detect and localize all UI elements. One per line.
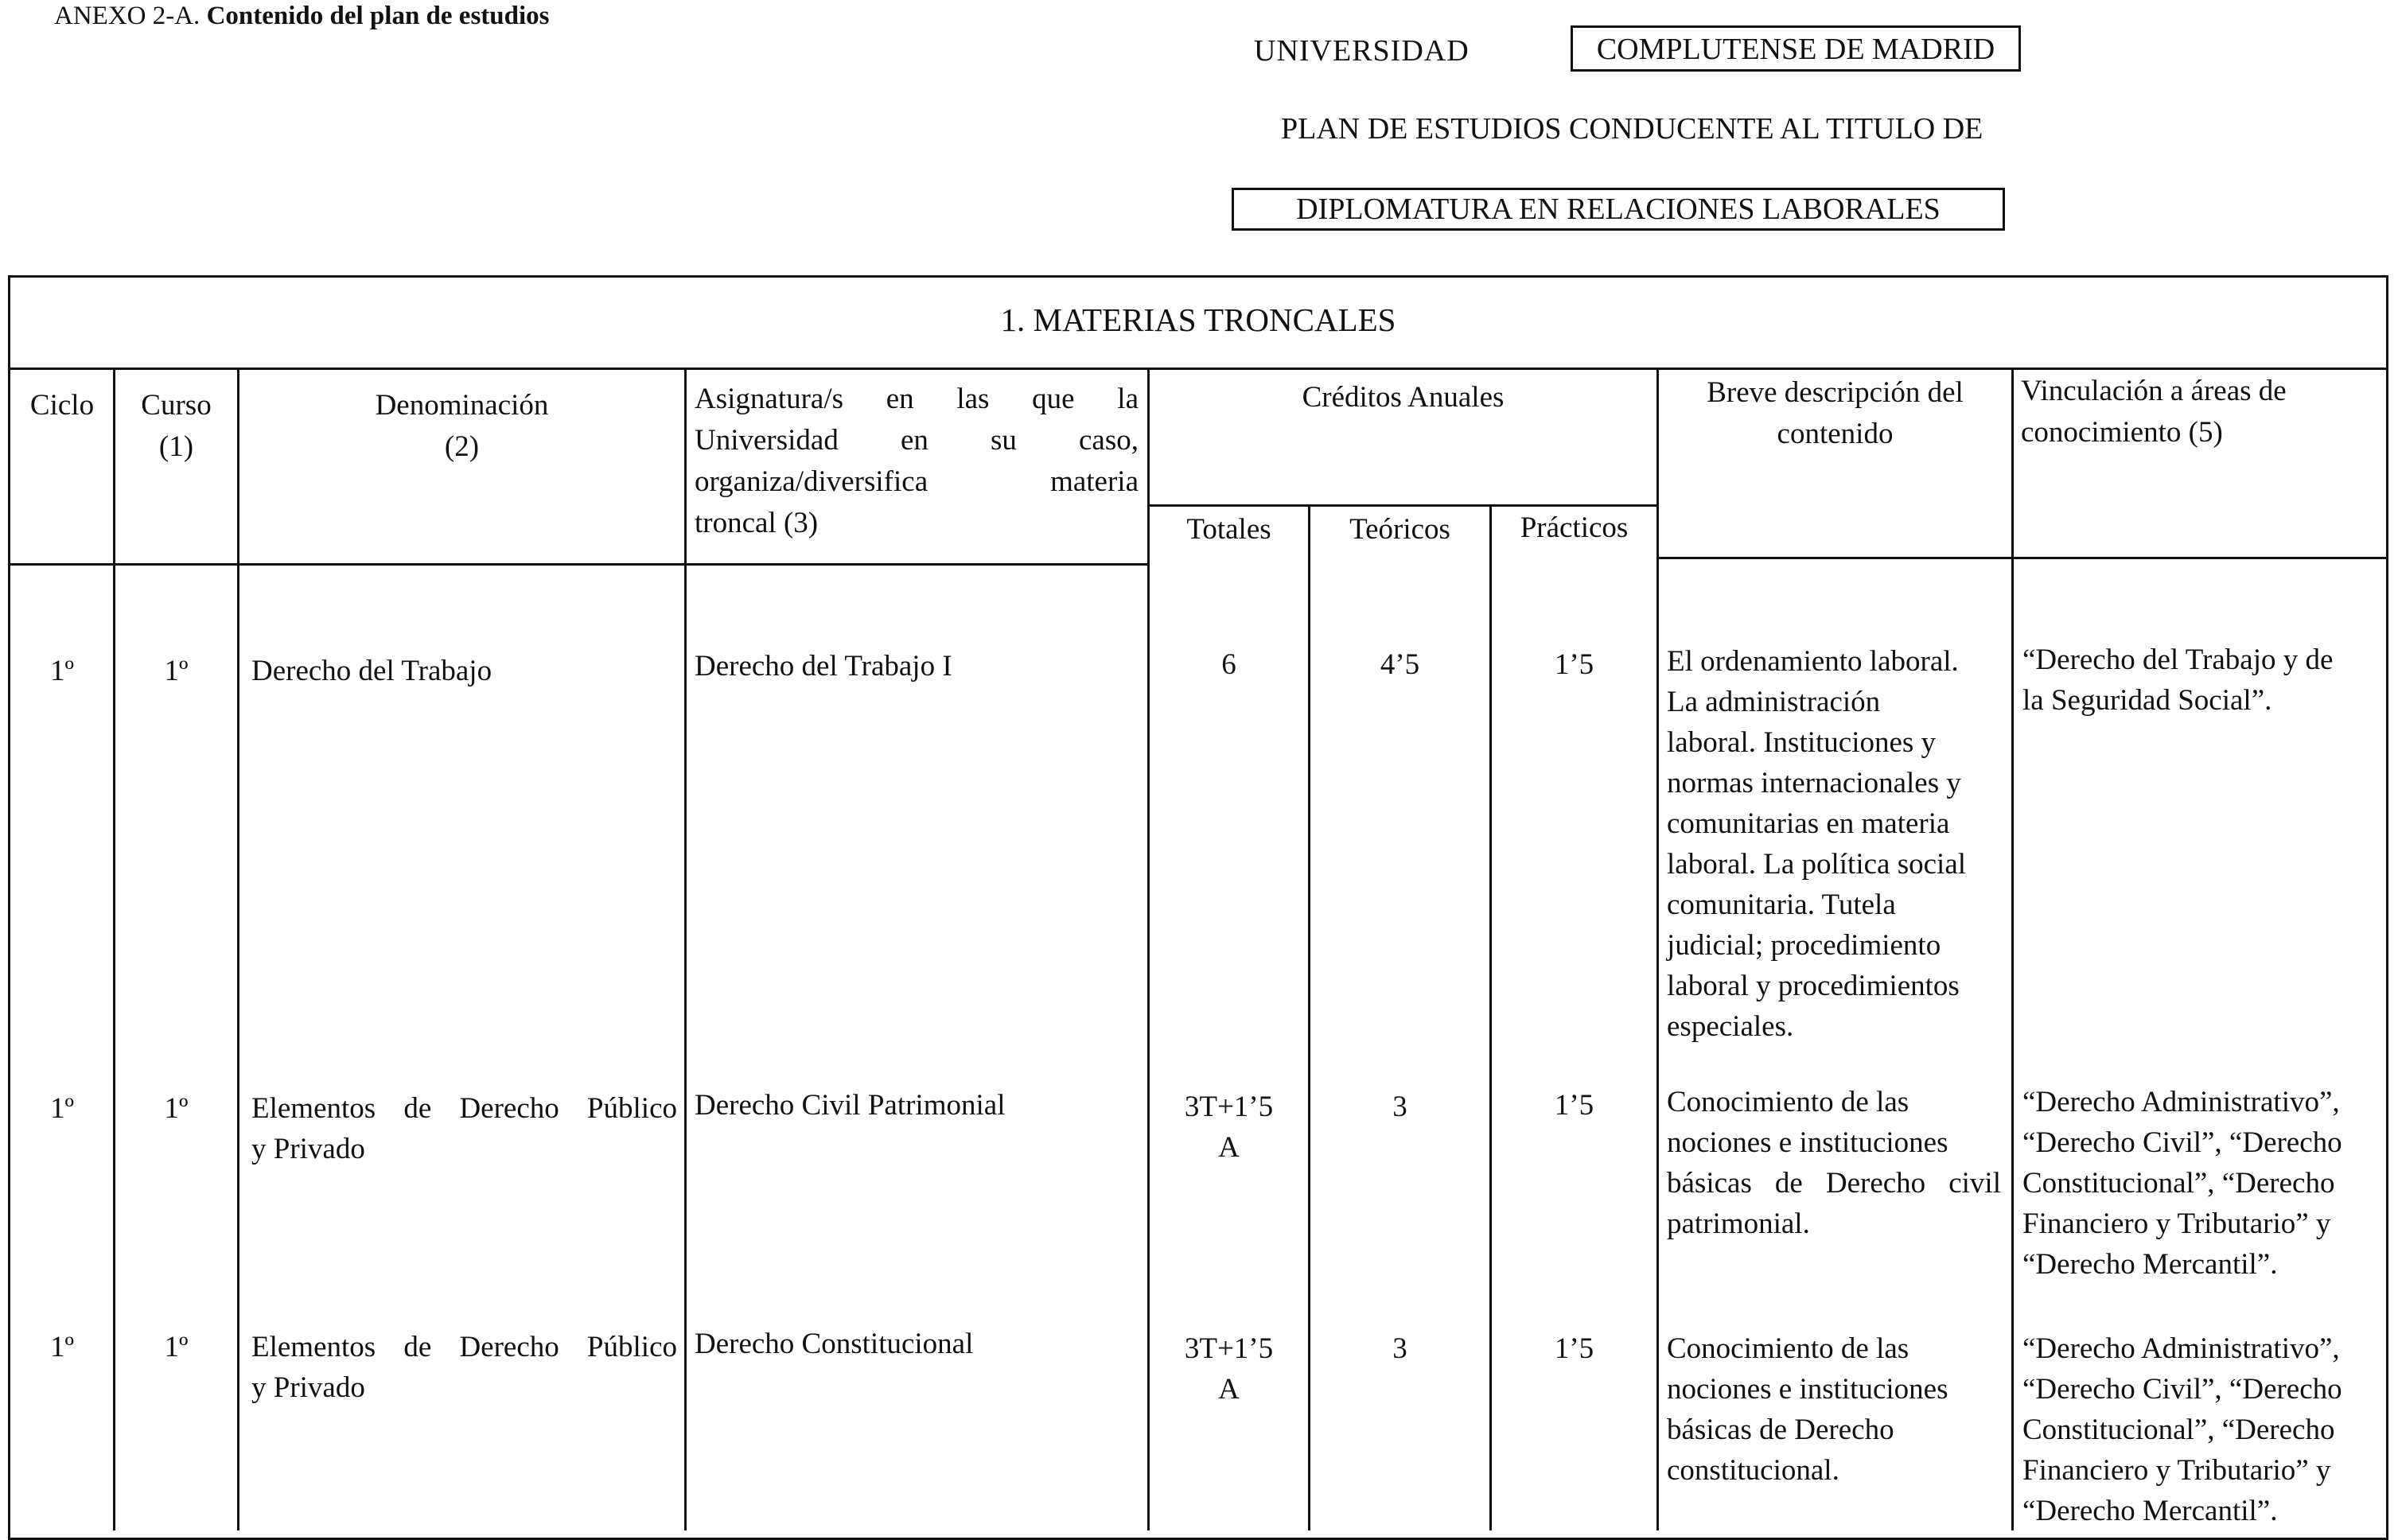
- section-title: 1. MATERIAS TRONCALES: [1000, 301, 1396, 338]
- credits-subheader-line: [1147, 504, 1656, 507]
- row2-totales: 3T+1’5 A: [1184, 1091, 1274, 1164]
- header-practicos: Prácticos: [1520, 511, 1629, 544]
- row1-asignatura: Derecho del Trabajo I: [695, 650, 952, 682]
- row2-asignatura: Derecho Civil Patrimonial: [695, 1089, 1006, 1122]
- plan-title: PLAN DE ESTUDIOS CONDUCENTE AL TITULO DE: [1281, 112, 1983, 146]
- col-divider-creditos: [1656, 368, 1659, 1530]
- university-name-box: COMPLUTENSE DE MADRID: [1571, 25, 2021, 72]
- row3-denominacion: Elementos de Derecho Público y Privado: [251, 1331, 677, 1404]
- row3-descripcion: Conocimiento de las nociones e instituciones básicas de Derecho constitucional.: [1667, 1332, 1948, 1487]
- row3-totales: 3T+1’5 A: [1184, 1332, 1274, 1406]
- row1-denominacion: Derecho del Trabajo: [251, 655, 492, 687]
- header-totales: Totales: [1186, 513, 1271, 546]
- header-bottom-line-right: [1656, 557, 2388, 559]
- row3-ciclo: 1º: [50, 1331, 74, 1363]
- row2-vinculacion: “Derecho Administrativo”, “Derecho Civil”, “Derecho Constitucional”, “Derecho Financiero y Tributario” y “Derecho Mercantil”.: [2022, 1086, 2342, 1281]
- header-vinculacion: Vinculación a áreas de conocimiento (5): [2021, 375, 2287, 449]
- header-teoricos: Teóricos: [1349, 513, 1450, 546]
- row3-asignatura: Derecho Constitucional: [695, 1328, 974, 1360]
- annex-heading: [54, 2, 550, 31]
- row2-descripcion: Conocimiento de las nociones e instituciones básicas de Derecho civil patrimonial.: [1667, 1086, 2001, 1240]
- row3-curso: 1º: [164, 1331, 189, 1363]
- row2-practicos: 1’5: [1554, 1089, 1594, 1122]
- row3-teoricos: 3: [1392, 1332, 1407, 1365]
- header-denominacion: Denominación (2): [375, 389, 549, 463]
- row1-vinculacion: “Derecho del Trabajo y de la Seguridad Social”.: [2022, 644, 2334, 717]
- row3-practicos: 1’5: [1554, 1332, 1594, 1365]
- col-divider-curso: [237, 368, 239, 1530]
- header-asignatura: Asignatura/s en las que la Universidad en su caso, organiza/diversifica materia troncal (3): [695, 383, 1139, 539]
- row1-descripcion: El ordenamiento laboral. La administración laboral. Instituciones y normas internacionales y comunitarias en materia laboral. La política social comunitaria. Tutela judicial; procedimiento laboral y procedimientos especiales.: [1667, 645, 1967, 1043]
- row1-ciclo: 1º: [50, 655, 74, 687]
- header-curso: Curso (1): [141, 389, 212, 463]
- degree-name-box: DIPLOMATURA EN RELACIONES LABORALES: [1232, 188, 2005, 231]
- header-creditos-anuales: Créditos Anuales: [1302, 381, 1505, 414]
- row1-totales: 6: [1221, 648, 1236, 681]
- row2-ciclo: 1º: [50, 1092, 74, 1125]
- col-divider-denominacion: [684, 368, 687, 1530]
- row2-curso: 1º: [164, 1092, 189, 1125]
- title-separator: [8, 368, 2388, 370]
- row1-practicos: 1’5: [1554, 648, 1594, 681]
- row1-teoricos: 4’5: [1380, 648, 1420, 681]
- row2-teoricos: 3: [1392, 1091, 1407, 1123]
- col-divider-descripcion: [2011, 368, 2014, 1530]
- row1-curso: 1º: [164, 655, 189, 687]
- header-bottom-line-left: [8, 563, 1147, 566]
- annex-title: Contenido del plan de estudios: [206, 2, 550, 30]
- header-ciclo: Ciclo: [29, 389, 95, 422]
- row3-vinculacion: “Derecho Administrativo”, “Derecho Civil”, “Derecho Constitucional”, “Derecho Financiero y Tributario” y “Derecho Mercantil”.: [2022, 1332, 2342, 1527]
- row2-denominacion: Elementos de Derecho Público y Privado: [251, 1092, 677, 1165]
- annex-prefix: ANEXO 2-A.: [54, 2, 200, 30]
- header-descripcion: Breve descripción del contenido: [1707, 376, 1964, 450]
- university-label: UNIVERSIDAD: [1254, 34, 1470, 68]
